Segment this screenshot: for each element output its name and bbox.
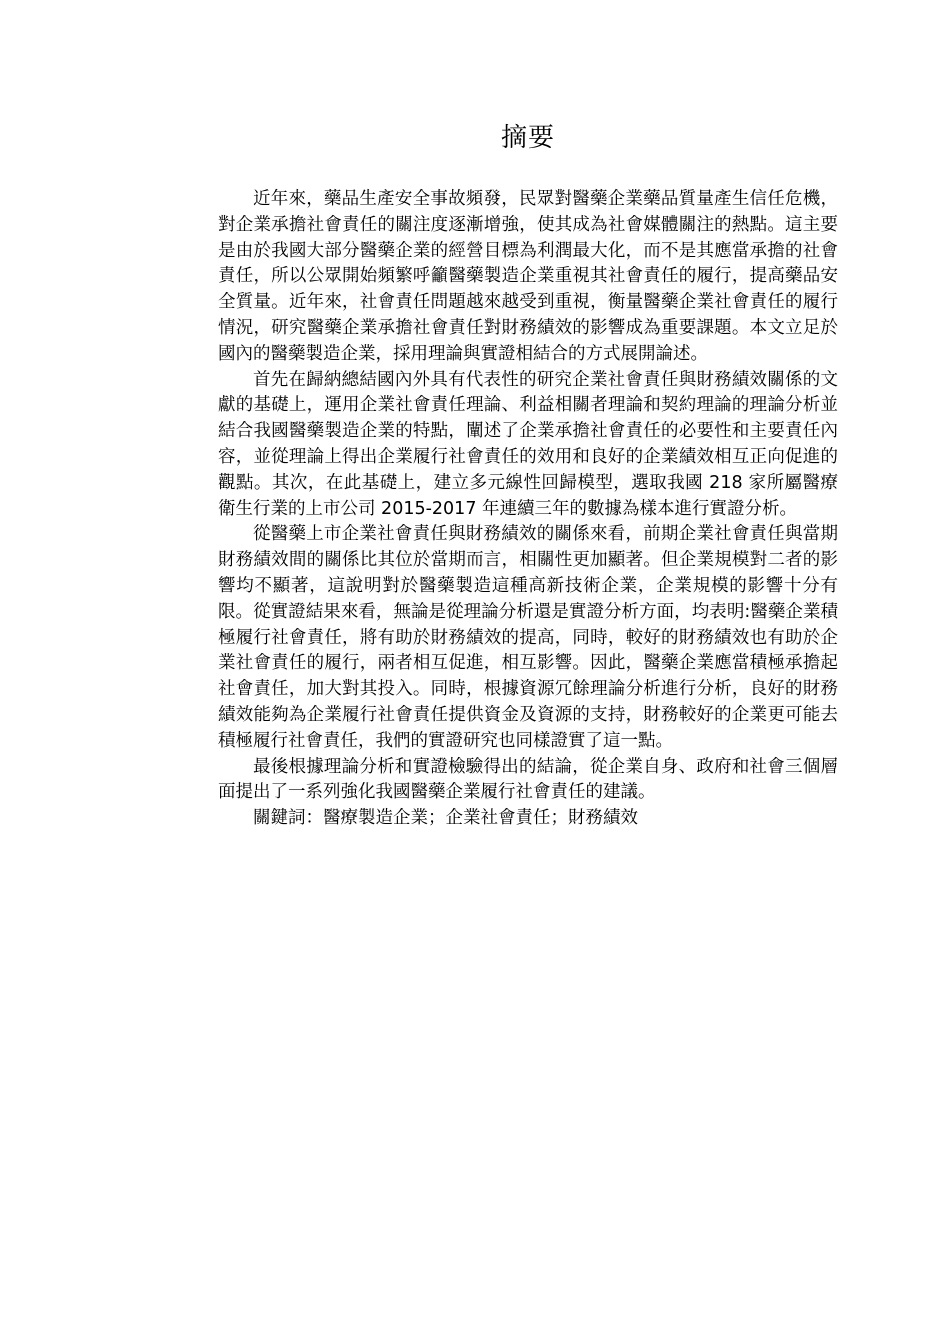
paragraph-3: 從醫藥上市企業社會責任與財務績效的關係來看，前期企業社會責任與當期財務績效間的關係比其位於當期而言，相關性更加顯著。但企業規模對二者的影響均不顯著，這說明對於醫藥製造這種高新技術企業，企業規模的影響十分有限。從實證結果來看，無論是從理論分析還是實證分析方面，均表明:醫藥企業積極履行社會責任，將有助於財務績效的提高，同時，較好的財務績效也有助於企業社會責任的履行，兩者相互促進，相互影響。因此，醫藥企業應當積極承擔起社會責任，加大對其投入。同時，根據資源冗餘理論分析進行分析，良好的財務績效能夠為企業履行社會責任提供資金及資源的支持，財務較好的企業更可能去積極履行社會責任，我們的實證研究也同樣證實了這一點。: [218, 524, 838, 751]
abstract-body: [218, 187, 838, 832]
paragraph-1: 近年來，藥品生產安全事故頻發，民眾對醫藥企業藥品質量產生信任危機，對企業承擔社會責任的關注度逐漸增強，使其成為社會媒體關注的熱點。這主要是由於我國大部分醫藥企業的經營目標為利潤最大化，而不是其應當承擔的社會責任，所以公眾開始頻繁呼籲醫藥製造企業重視其社會責任的履行，提高藥品安全質量。近年來，社會責任問題越來越受到重視，衡量醫藥企業社會責任的履行情況，研究醫藥企業承擔社會責任對財務績效的影響成為重要課題。本文立足於國內的醫藥製造企業，採用理論與實證相結合的方式展開論述。: [218, 189, 838, 364]
paragraph-4: 最後根據理論分析和實證檢驗得出的結論，從企業自身、政府和社會三個層面提出了一系列強化我國醫藥企業履行社會責任的建議。: [218, 756, 838, 803]
keywords-line: 關鍵詞：醫療製造企業；企業社會責任；財務績效: [253, 808, 638, 829]
paragraph-2: 首先在歸納總結國內外具有代表性的研究企業社會責任與財務績效關係的文獻的基礎上，運用企業社會責任理論、利益相關者理論和契約理論的理論分析並結合我國醫藥製造企業的特點，闡述了企業承擔社會責任的必要性和主要責任內容，並從理論上得出企業履行社會責任的效用和良好的企業績效相互正向促進的觀點。其次，在此基礎上，建立多元線性回歸模型，選取我國 218 家所屬醫療衛生行業的上市公司 2015-2017 年連續三年的數據為樣本進行實證分析。: [218, 369, 838, 519]
abstract-title: 摘要: [500, 123, 555, 153]
